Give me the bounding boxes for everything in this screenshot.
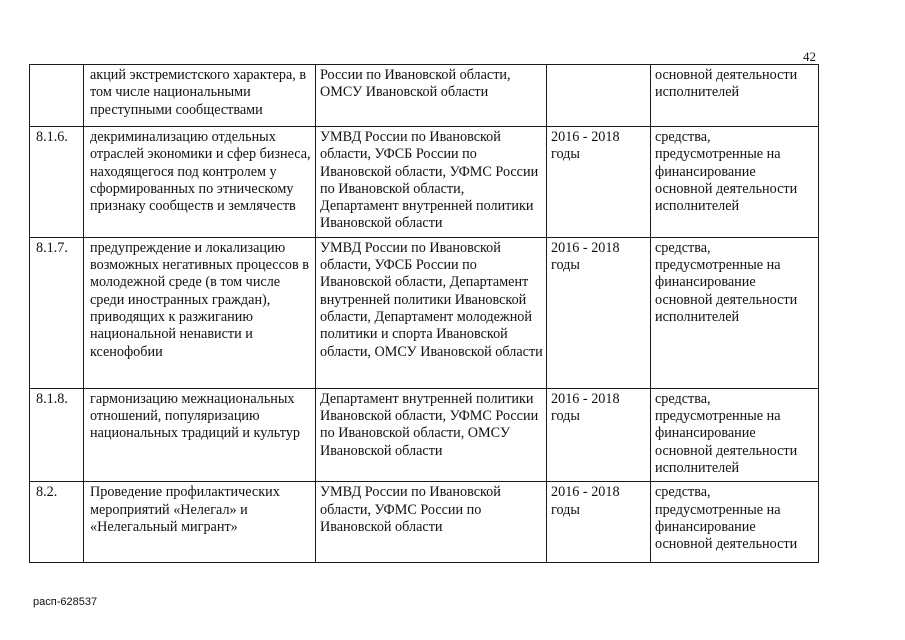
page-number: 42	[803, 49, 816, 64]
funding-cell: средства, предусмотренные на финансирование основной деятельности исполнителей	[651, 237, 819, 388]
period-cell: 2016 - 2018 годы	[547, 127, 651, 238]
period-cell	[547, 65, 651, 127]
document-code: расп-628537	[33, 596, 98, 608]
measures-table	[29, 64, 819, 563]
funding-cell: средства, предусмотренные на финансирование основной деятельности исполнителей	[651, 388, 819, 481]
table-row	[30, 127, 819, 238]
period-cell: 2016 - 2018 годы	[547, 388, 651, 481]
measure-cell: предупреждение и локализацию возможных негативных процессов в молодежной среде (в том числе среди иностранных граждан), приводящих к разжиганию национальной ненависти и ксенофобии	[84, 237, 316, 388]
measure-cell: гармонизацию межнациональных отношений, популяризацию национальных традиций и культур	[84, 388, 316, 481]
item-number-cell: 8.1.6.	[30, 127, 84, 238]
funding-cell: основной деятельности исполнителей	[651, 65, 819, 127]
executors-cell: УМВД России по Ивановской области, УФМС России по Ивановской области	[316, 482, 547, 563]
period-cell: 2016 - 2018 годы	[547, 482, 651, 563]
measure-cell: Проведение профилактических мероприятий «Нелегал» и «Нелегальный мигрант»	[84, 482, 316, 563]
funding-cell: средства, предусмотренные на финансирование основной деятельности	[651, 482, 819, 563]
table-row	[30, 388, 819, 481]
item-number-cell: 8.1.8.	[30, 388, 84, 481]
executors-cell: России по Ивановской области, ОМСУ Ивановской области	[316, 65, 547, 127]
executors-cell: Департамент внутренней политики Ивановской области, УФМС России по Ивановской области, ОМСУ Ивановской области	[316, 388, 547, 481]
executors-cell: УМВД России по Ивановской области, УФСБ России по Ивановской области, Департамент внутренней политики Ивановской области, Департамент молодежной политики и спорта Ивановской области, ОМСУ Ивановской области	[316, 237, 547, 388]
item-number-cell: 8.1.7.	[30, 237, 84, 388]
measure-cell: акций экстремистского характера, в том числе национальными преступными сообществами	[84, 65, 316, 127]
item-number-cell: 8.2.	[30, 482, 84, 563]
funding-cell: средства, предусмотренные на финансирование основной деятельности исполнителей	[651, 127, 819, 238]
table-row	[30, 237, 819, 388]
measure-cell: декриминализацию отдельных отраслей экономики и сфер бизнеса, находящегося под контролем у сформированных по этническому признаку сообществ и землячеств	[84, 127, 316, 238]
item-number-cell	[30, 65, 84, 127]
table-row	[30, 65, 819, 127]
table-row	[30, 482, 819, 563]
period-cell: 2016 - 2018 годы	[547, 237, 651, 388]
executors-cell: УМВД России по Ивановской области, УФСБ России по Ивановской области, УФМС России по Ивановской области, Департамент внутренней политики Ивановской области	[316, 127, 547, 238]
